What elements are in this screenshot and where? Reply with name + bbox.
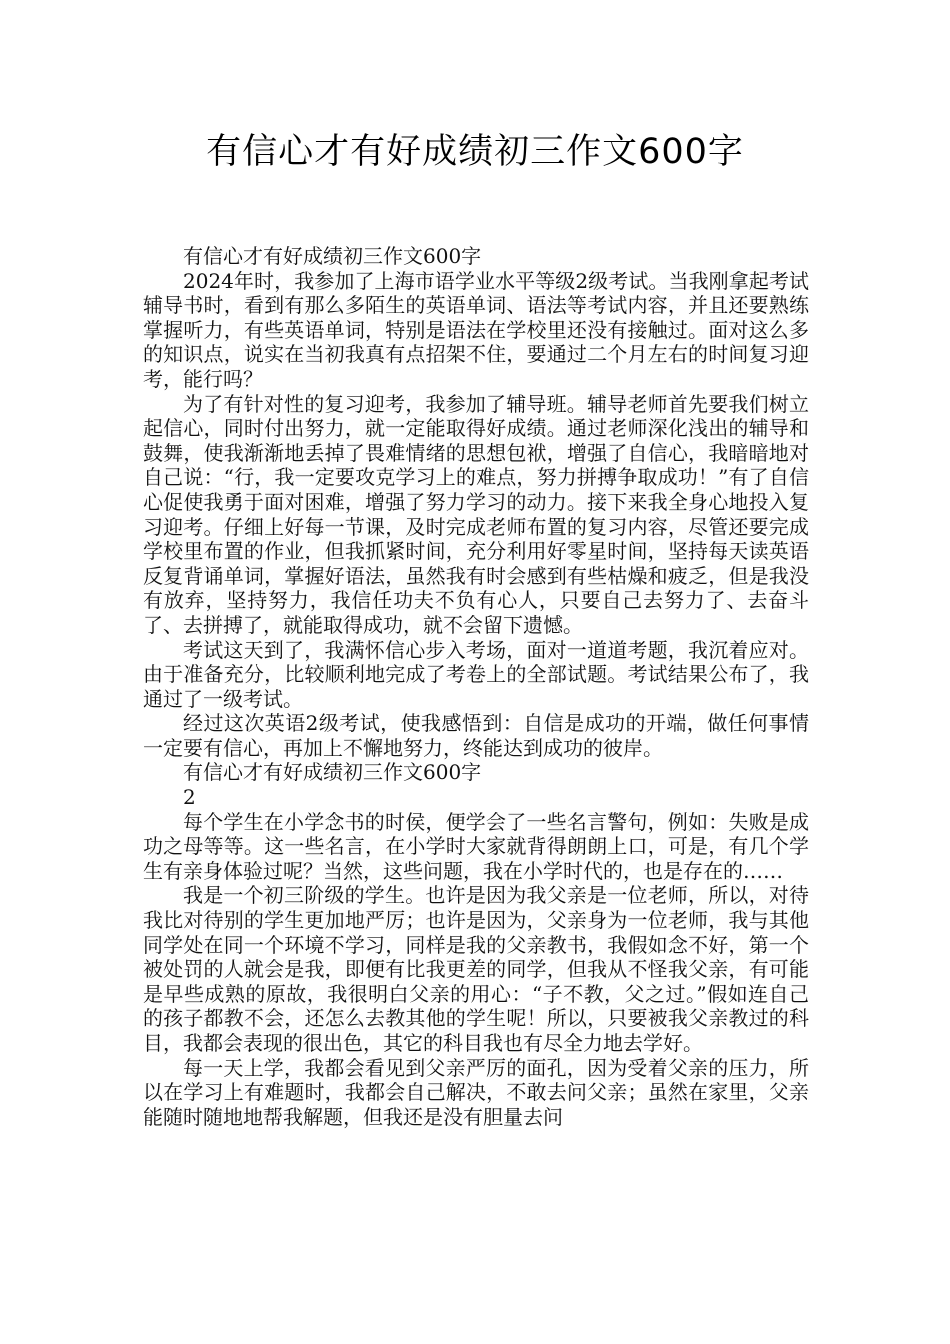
document-body [143, 244, 809, 1129]
paragraph-number: 2 [183, 785, 196, 810]
paragraph: 每个学生在小学念书的时侯，便学会了一些名言警句，例如：失败是成功之母等等。这一些名言，在小学时大家就背得朗朗上口，可是，有几个学生有亲身体验过呢？当然，这些问题，我在小学时代的，也是存在的…… [143, 809, 809, 883]
paragraph: 每一天上学，我都会看见到父亲严厉的面孔，因为受着父亲的压力，所以在学习上有难题时，我都会自己解决，不敢去问父亲；虽然在家里，父亲能随时随地地帮我解题，但我还是没有胆量去问 [143, 1055, 809, 1129]
paragraph-subtitle: 有信心才有好成绩初三作文600字 [183, 760, 482, 785]
paragraph: 2024年时，我参加了上海市语学业水平等级2级考试。当我刚拿起考试辅导书时，看到有那么多陌生的英语单词、语法等考试内容，并且还要熟练掌握听力，有些英语单词，特别是语法在学校里还没有接触过。面对这么多的知识点，说实在当初我真有点招架不住，要通过二个月左右的时间复习迎考，能行吗？ [143, 268, 809, 391]
paragraph: 考试这天到了，我满怀信心步入考场，面对一道道考题，我沉着应对。由于准备充分，比较顺利地完成了考卷上的全部试题。考试结果公布了，我通过了一级考试。 [143, 637, 809, 711]
paragraph: 我是一个初三阶级的学生。也许是因为我父亲是一位老师，所以，对待我比对待别的学生更加地严厉；也许是因为，父亲身为一位老师，我与其他同学处在同一个环境不学习，同样是我的父亲教书，我假如念不好，第一个被处罚的人就会是我，即便有比我更差的同学，但我从不怪我父亲，有可能是早些成熟的原故，我很明白父亲的用心：“子不教，父之过。”假如连自己的孩子都教不会，还怎么去教其他的学生呢！所以，只要被我父亲教过的科目，我都会表现的很出色，其它的科目我也有尽全力地去学好。 [143, 883, 809, 1055]
paragraph-subtitle: 有信心才有好成绩初三作文600字 [183, 244, 482, 268]
document-title: 有信心才有好成绩初三作文600字 [206, 132, 744, 172]
paragraph: 为了有针对性的复习迎考，我参加了辅导班。辅导老师首先要我们树立起信心，同时付出努力，就一定能取得好成绩。通过老师深化浅出的辅导和鼓舞，使我渐渐地丢掉了畏难情绪的思想包袱，增强了自信心，我暗暗地对自己说：“行，我一定要攻克学习上的难点，努力拼搏争取成功！”有了自信心促使我勇于面对困难，增强了努力学习的动力。接下来我全身心地投入复习迎考。仔细上好每一节课，及时完成老师布置的复习内容，尽管还要完成学校里布置的作业，但我抓紧时间，充分利用好零星时间，坚持每天读英语反复背诵单词，掌握好语法，虽然我有时会感到有些枯燥和疲乏，但是我没有放弃，坚持努力，我信任功夫不负有心人，只要自己去努力了、去奋斗了、去拼搏了，就能取得成功，就不会留下遗憾。 [143, 391, 809, 637]
paragraph: 经过这次英语2级考试，使我感悟到：自信是成功的开端，做任何事情一定要有信心，再加上不懈地努力，终能达到成功的彼岸。 [143, 711, 809, 760]
